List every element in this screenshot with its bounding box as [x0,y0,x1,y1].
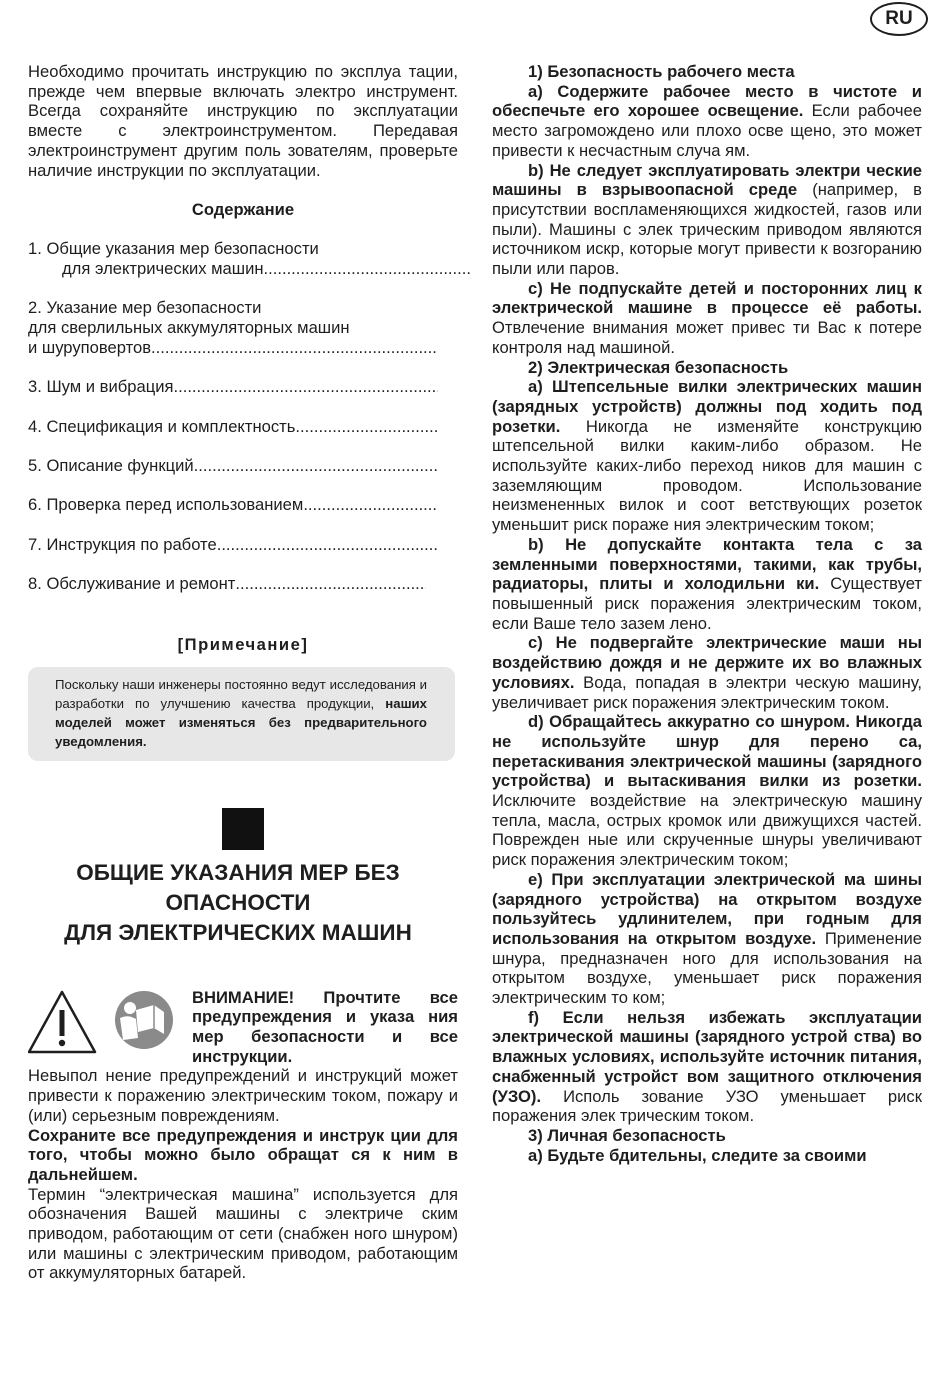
rule-text: (например, в присутствии воспламеняющихся жидкостей, газов или пыли). Машины с элек трическим приводом являются источником искр, которые могут привести к возгоранию пыли или паров. [492,180,922,279]
toc-item-text: 3. Шум и вибрация [28,377,174,397]
toc-item-3[interactable] [28,377,458,397]
rule-bold: b) Не допускайте контакта тела с за земленными поверхностями, такими, как трубы, радиаторы, плиты и холодильни ки. [492,534,922,594]
rule-text: Отвлечение внимания может привес ти Вас к потере контроля над машиной. [492,318,922,357]
toc-item-6[interactable] [28,495,458,515]
toc-item-text: 2. Указание мер безопасности [28,298,262,318]
warning-text: Невыпол нение предупреждений и инструкций может привести к поражению электрическим током, пожару и (или) серьезным повреждениям. [28,1066,458,1125]
toc-leader-dots [217,535,438,555]
rule-1c [492,279,922,358]
rule-bold: b) Не следует эксплуатировать электри ческие машины в взрывоопасной среде [492,160,922,200]
section-title [28,858,448,948]
toc-leader-dots [303,495,438,515]
rule-text: Вода, попадая в электри ческую машину, увеличивает риск поражения электрическим током. [492,672,922,712]
heading-electrical-safety: 2) Электрическая безопасность [528,357,789,377]
toc-item-text: 6. Проверка перед использованием [28,495,304,515]
rule-2a [492,377,922,535]
note-box [28,667,455,761]
toc-item-text: 1. Общие указания мер безопасности [28,239,319,259]
rule-bold: a) Штепсельные вилки электрических машин (зарядных устройств) должны под ходить под розетки. [492,377,922,436]
warning-block [28,988,458,1126]
rule-2d [492,712,922,870]
section-title-line: ОБЩИЕ УКАЗАНИЯ МЕР БЕЗ [76,859,400,885]
rule-1a [492,82,922,161]
toc-leader-dots [235,574,426,594]
warning-triangle-icon [29,992,95,1052]
rule-bold: а) Будьте бдительны, следите за своими [528,1145,867,1165]
rule-2c [492,633,922,712]
warning-bold-text [192,988,458,1067]
toc-leader-dots [194,456,438,476]
read-manual-icon [115,991,173,1049]
rule-text: Никогда не изменяйте конструкцию штепсельной вилки каким-либо образом. Не используйте каких-либо переход ников для машин с заземляющим проводом. Использование неизмененных вилок и соот ветствующих розеток уменьшит риск пораже ния электрическим током; [492,416,922,535]
toc-item-text: и шуруповертов [28,337,152,357]
rule-bold: f) Если нельзя избежать эксплуатации электрической машины (зарядного устрой ства) во влажных условиях, используйте источник питания, снабженный устройст вом защитного отключения (УЗО). [492,1007,922,1106]
toc-item-4[interactable] [28,417,458,437]
toc-title: Содержание [191,200,295,220]
section-title-line: ДЛЯ ЭЛЕКТРИЧЕСКИХ МАШИН [64,919,412,945]
warning-bold: ВНИМАНИЕ! Прочтите все предупреждения и указа ния мер безопасности и все инструкции. [192,987,458,1066]
rule-2f [492,1008,922,1126]
toc-item-text: 8. Обслуживание и ремонт [28,574,236,594]
toc-leader-dots [264,259,472,279]
toc-leader-dots [173,377,438,397]
rule-text: Если рабочее место загромождено или плохо осве щено, это может привести к несчастным случа ям. [492,101,922,160]
toc-leader-dots [295,417,438,437]
rule-bold: d) Обращайтесь аккуратно со шнуром. Никогда не используйте шнур для перено са, перетаскивания электрической машины (зарядного устройства) и вытаскивания вилки из розетки. [492,712,922,791]
section-marker-square [222,808,264,850]
note-text: Поскольку наши инженеры постоянно ведут исследования и разработки по улучшению качества продукции, [55,676,427,711]
keep-instructions-bold: Сохраните все предупреждения и инструк ции для того, чтобы можно было обращат ся к ним в дальнейшем. [28,1125,458,1184]
rule-2b [492,535,922,634]
left-column [28,62,458,1283]
language-badge: RU [870,2,928,36]
rule-bold: c) Не подпускайте детей и посторонних лиц к электрической машине в процессе её работы. [492,278,922,318]
rule-text: Существует повышенный риск поражения электрическим током, если Ваше тело зазем лено. [492,574,922,633]
note-title: [Примечание] [177,634,309,654]
toc-item-2[interactable] [28,298,458,357]
toc-leader-dots [151,338,438,358]
toc-item-text: для сверлильных аккумуляторных машин [28,318,350,338]
intro-paragraph: Необходимо прочитать инструкцию по эксплуа тации, прежде чем впервые включать электро инструмент. Всегда сохраняйте инструкцию по эксплуатации вместе с электроинструментом. Передавая электроинструмент другим поль зователям, проверьте наличие инструкции по эксплуатации. [28,62,458,180]
rule-text: Исключите воздействие на электрическую машину тепла, масла, острых кромок или движущихся частей. Поврежден ные или скрученные шнуры увеличивают риск поражения электрическим током; [492,791,922,870]
rule-bold: а) Содержите рабочее место в чистоте и обеспечьте его хорошее освещение. [492,81,922,121]
toc-item-5[interactable] [28,456,458,476]
note-text-bold: наших моделей может изменяться без предварительного уведомления. [55,695,427,750]
rule-text: Исполь зование УЗО уменьшает риск поражения элек трическим током. [492,1086,922,1126]
rule-bold: c) Не подвергайте электрические маши ны воздействию дождя и не держите их во влажных условиях. [492,633,922,692]
rule-1b [492,161,922,279]
heading-workplace-safety: 1) Безопасность рабочего места [528,62,795,81]
section-title-line: ОПАСНОСТИ [165,889,311,915]
toc-item-text: для электрических машин [62,258,264,278]
table-of-contents [28,239,458,594]
rule-2e [492,870,922,1008]
term-paragraph: Термин “электрическая машина” используется для обозначения Вашей машины с электриче ским приводом, работающим от сети (снабжен ного шнуром) или машины с электрическим приводом, работающим от аккумуляторных батарей. [28,1184,458,1283]
toc-item-1[interactable] [28,239,458,278]
warning-icons [28,988,178,1058]
right-column [492,62,922,1165]
toc-item-text: 5. Описание функций [28,455,194,475]
toc-item-text: 4. Спецификация и комплектность [28,416,296,436]
toc-item-8[interactable] [28,574,458,594]
rule-bold: e) При эксплуатации электрической ма шины (зарядного устройства) на открытом воздухе пользуйтесь удлинителем, при годным для использования на открытом воздухе. [492,869,922,948]
toc-item-text: 7. Инструкция по работе [28,534,217,554]
keep-instructions-text [28,1126,458,1185]
rule-text: Применение шнура, предназначен ного для использования на открытом воздухе, уменьшает риск поражения электрическим то ком; [492,928,922,1008]
heading-personal-safety: 3) Личная безопасность [528,1125,726,1145]
rule-3a [492,1146,922,1166]
toc-item-7[interactable] [28,535,458,555]
